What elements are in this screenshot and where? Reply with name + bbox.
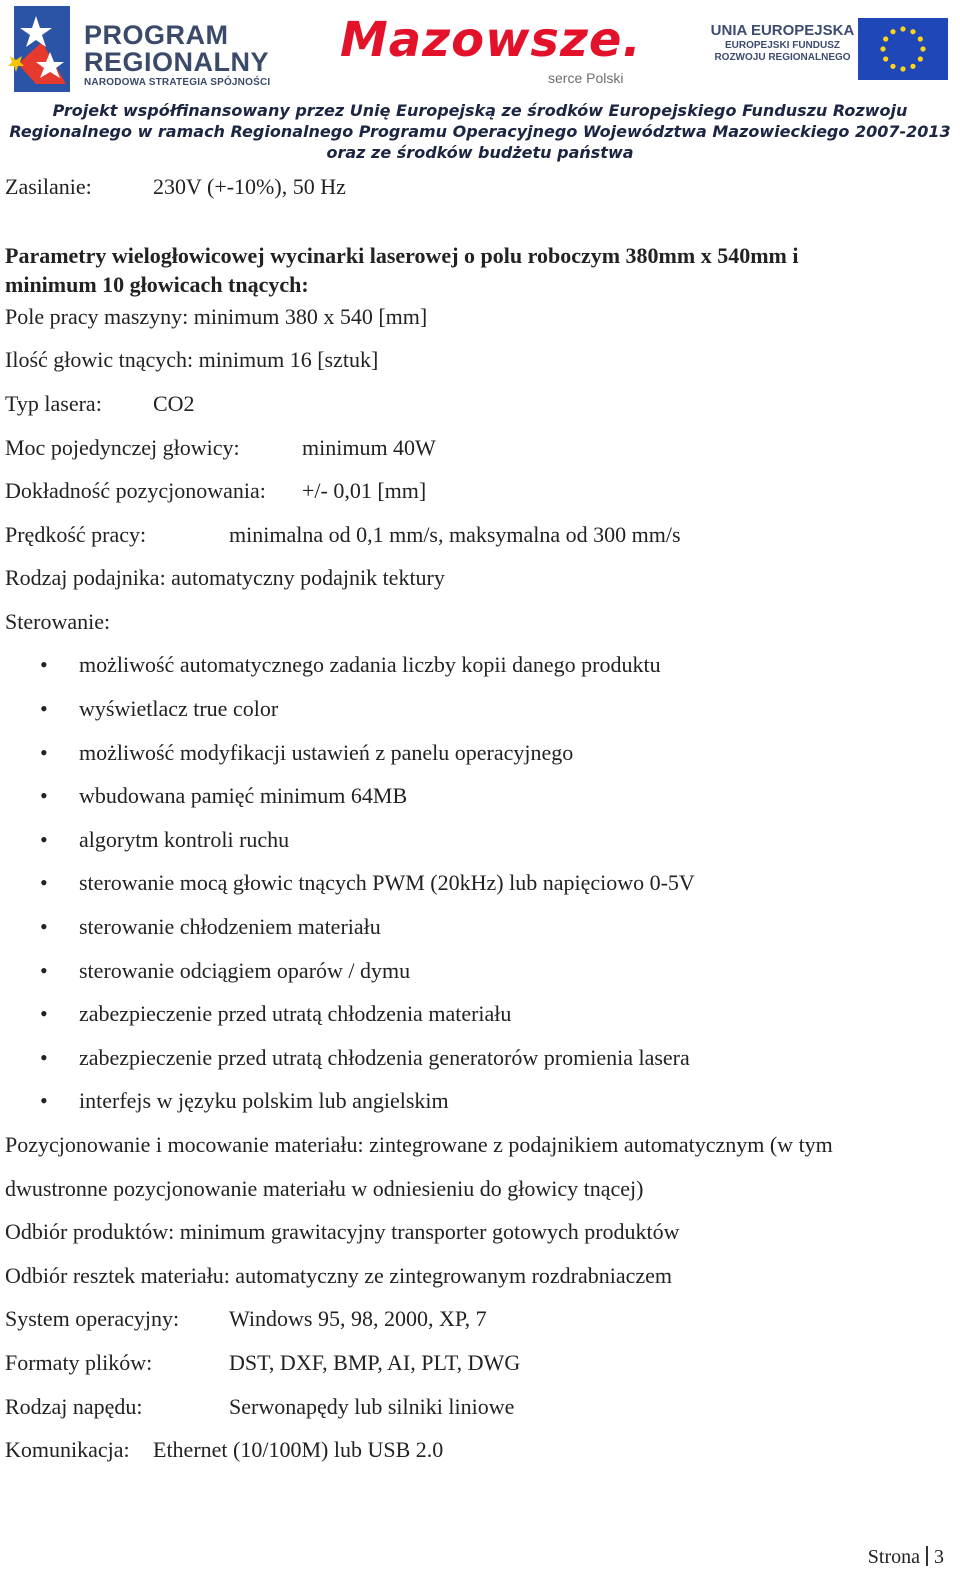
bullet-icon: •: [40, 870, 48, 895]
laser-type-label: Typ lasera:: [5, 391, 102, 416]
program-regionalny-logo: [6, 4, 306, 96]
bullet-icon: •: [40, 958, 48, 983]
positioning-line-1: Pozycjonowanie i mocowanie materiału: zintegrowane z podajnikiem automatycznym (w tym: [5, 1132, 833, 1157]
products-param: Odbiór produktów: minimum grawitacyjny transporter gotowych produktów: [5, 1219, 680, 1244]
drive-label: Rodzaj napędu:: [5, 1394, 143, 1419]
mazowsze-logo: [340, 10, 660, 90]
scraps-param: Odbiór resztek materiału: automatyczny ze zintegrowanym rozdrabniaczem: [5, 1263, 673, 1288]
program-logo-line3: NARODOWA STRATEGIA SPÓJNOŚCI: [84, 77, 271, 88]
power-value: 230V (+-10%), 50 Hz: [153, 174, 346, 199]
bullet-icon: •: [40, 1045, 48, 1070]
power-label: Zasilanie:: [5, 174, 92, 199]
bullet-icon: •: [40, 696, 48, 721]
program-regionalny-emblem-icon: [6, 4, 76, 96]
cofunding-statement: [0, 100, 960, 163]
page-footer: [868, 1546, 944, 1569]
bullet-icon: •: [40, 740, 48, 765]
accuracy-label: Dokładność pozycjonowania:: [5, 478, 266, 503]
formats-label: Formaty plików:: [5, 1350, 153, 1375]
page-number: 3: [934, 1546, 944, 1568]
laser-type-value: CO2: [153, 391, 195, 416]
communication-label: Komunikacja:: [5, 1437, 130, 1462]
cofunding-line-1: Projekt współfinansowany przez Unię Europejską ze środków Europejskiego Funduszu Rozwoju: [52, 101, 908, 120]
bullet-icon: •: [40, 1088, 48, 1113]
drive-value: Serwonapędy lub silniki liniowe: [229, 1394, 515, 1419]
eu-flag-icon: [858, 18, 948, 80]
program-logo-line2: REGIONALNY: [84, 47, 270, 77]
bullet-icon: •: [40, 914, 48, 939]
bullet-icon: •: [40, 652, 48, 677]
head-power-label: Moc pojedynczej głowicy:: [5, 435, 240, 460]
eu-logo: [690, 18, 952, 80]
control-label: Sterowanie:: [5, 609, 111, 634]
os-label: System operacyjny:: [5, 1306, 180, 1331]
program-logo-line1: PROGRAM: [84, 20, 229, 50]
eu-logo-line3: ROZWOJU REGIONALNEGO: [714, 52, 851, 63]
eu-logo-line2: EUROPEJSKI FUNDUSZ: [724, 40, 840, 51]
accuracy-value: +/- 0,01 [mm]: [302, 478, 427, 503]
mazowsze-logo-name: Mazowsze.: [340, 12, 642, 68]
os-value: Windows 95, 98, 2000, XP, 7: [229, 1306, 487, 1331]
bullet-icon: •: [40, 827, 48, 852]
head-power-value: minimum 40W: [302, 435, 436, 460]
formats-value: DST, DXF, BMP, AI, PLT, DWG: [229, 1350, 521, 1375]
feeder-param: Rodzaj podajnika: automatyczny podajnik tektury: [5, 565, 445, 590]
work-area-param: Pole pracy maszyny: minimum 380 x 540 [mm]: [5, 304, 428, 329]
bullet-icon: •: [40, 783, 48, 808]
mazowsze-logo-tagline: serce Polski: [548, 70, 624, 86]
page-label: Strona: [867, 1546, 920, 1568]
bullet-icon: •: [40, 1001, 48, 1026]
positioning-line-2: dwustronne pozycjonowanie materiału w odniesieniu do głowicy tnącej): [5, 1176, 644, 1201]
cofunding-line-3: oraz ze środków budżetu państwa: [326, 143, 634, 162]
heads-param: Ilość głowic tnących: minimum 16 [sztuk]: [5, 347, 379, 372]
page-header: [0, 0, 960, 162]
communication-value: Ethernet (10/100M) lub USB 2.0: [153, 1437, 444, 1462]
section-heading-line-2: minimum 10 głowicach tnących:: [5, 272, 309, 297]
eu-logo-line1: UNIA EUROPEJSKA: [710, 22, 855, 39]
cofunding-line-2: Regionalnego w ramach Regionalnego Programu Operacyjnego Województwa Mazowieckiego 2007-2013: [9, 122, 951, 141]
speed-value: minimalna od 0,1 mm/s, maksymalna od 300 mm/s: [229, 522, 681, 547]
speed-label: Prędkość pracy:: [5, 522, 147, 547]
section-heading-line-1: Parametry wielogłowicowej wycinarki laserowej o polu roboczym 380mm x 540mm i: [5, 243, 799, 268]
footer-separator: [926, 1546, 928, 1566]
